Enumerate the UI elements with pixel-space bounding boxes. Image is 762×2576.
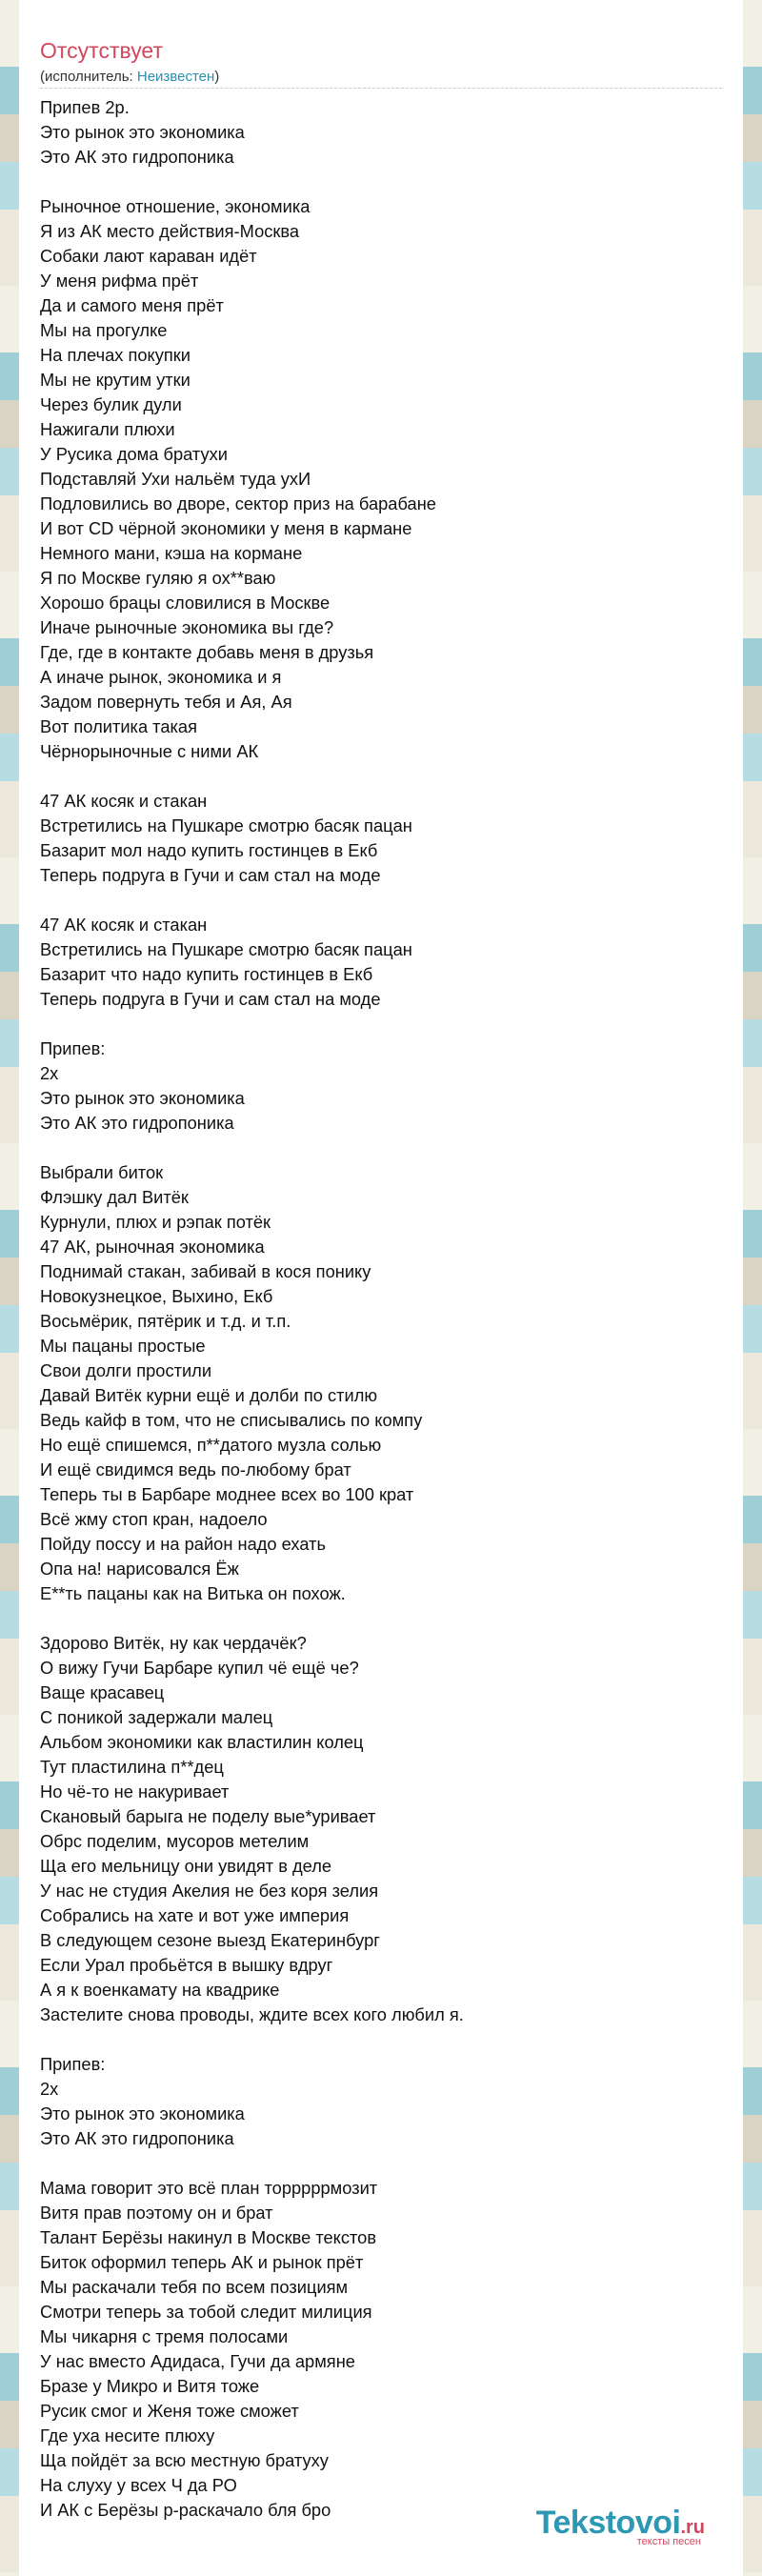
- lyrics-line: Нажигали плюхи: [40, 419, 175, 439]
- lyrics-line: Пойду поссу и на район надо ехать: [40, 1534, 327, 1554]
- logo-name: Tekstovoi: [535, 2505, 681, 2541]
- lyrics-line: 2х: [40, 1063, 59, 1083]
- lyrics-line: С поникой задержали малец: [40, 1707, 273, 1727]
- lyrics-line: Ща пойдёт за всю местную братуху: [40, 2450, 329, 2470]
- lyrics-line: Всё жму стоп кран, надоело: [40, 1509, 268, 1529]
- lyrics-line: Подставляй Ухи нальём туда ухИ: [40, 469, 311, 489]
- lyrics-line: Припев:: [40, 2054, 106, 2074]
- lyrics-line: Это рынок это экономика: [40, 122, 245, 142]
- right-decorative-border: [743, 0, 762, 2576]
- performer-prefix: (исполнитель:: [40, 69, 137, 85]
- lyrics-line: Но ещё спишемся, п**датого музла солью: [40, 1435, 382, 1455]
- lyrics-line: Припев:: [40, 1038, 106, 1058]
- lyrics-line: Е**ть пацаны как на Витька он похож.: [40, 1583, 346, 1603]
- lyrics-line: Через булик дули: [40, 394, 182, 414]
- performer-suffix: ): [214, 69, 220, 85]
- lyrics-line: Задом повернуть тебя и Ая, Ая: [40, 692, 292, 712]
- lyrics-line: Рыночное отношение, экономика: [40, 196, 311, 216]
- lyrics-line: Чёрнорыночные с ними АК: [40, 741, 259, 761]
- lyrics-line: И ещё свидимся ведь по-любому брат: [40, 1459, 351, 1479]
- lyrics-line: Талант Берёзы накинул в Москве текстов: [40, 2227, 377, 2247]
- lyrics-line: О вижу Гучи Барбаре купил чё ещё че?: [40, 1658, 359, 1678]
- lyrics-line: Ведь кайф в том, что не списывались по компу: [40, 1410, 423, 1430]
- lyrics-line: Теперь ты в Барбаре моднее всех во 100 крат: [40, 1484, 414, 1504]
- lyrics-line: И вот CD чёрной экономики у меня в кармане: [40, 518, 412, 538]
- lyrics-line: Смотри теперь за тобой следит милиция: [40, 2302, 372, 2322]
- lyrics-blank-line: [40, 2151, 722, 2176]
- lyrics-line: Флэшку дал Витёк: [40, 1187, 189, 1207]
- site-logo[interactable]: [536, 2505, 705, 2547]
- lyrics-line: Это АК это гидропоника: [40, 147, 234, 167]
- lyrics-line: Теперь подруга в Гучи и сам стал на моде: [40, 989, 381, 1009]
- lyrics-line: На слуху у всех Ч да РО: [40, 2475, 237, 2495]
- lyrics-blank-line: [40, 764, 722, 789]
- lyrics-line: А я к военкамату на квадрике: [40, 1980, 280, 2000]
- lyrics-line: Это АК это гидропоника: [40, 2128, 234, 2148]
- lyrics-line: Скановый барыга не поделу вые*уривает: [40, 1806, 376, 1826]
- lyrics-line: 47 АК, рыночная экономика: [40, 1237, 265, 1257]
- lyrics-line: Давай Витёк курни ещё и долби по стилю: [40, 1385, 378, 1405]
- lyrics-line: Это АК это гидропоника: [40, 1113, 234, 1133]
- lyrics-line: Припев 2р.: [40, 97, 130, 117]
- lyrics-line: Вот политика такая: [40, 716, 197, 736]
- lyrics-line: Витя прав поэтому он и брат: [40, 2203, 273, 2223]
- lyrics-line: Мама говорит это всё план торррррмозит: [40, 2178, 378, 2198]
- lyrics-line: Курнули, плюх и рэпак потёк: [40, 1212, 271, 1232]
- lyrics-line: В следующем сезоне выезд Екатеринбург: [40, 1930, 380, 1950]
- performer-line: [40, 69, 219, 85]
- lyrics-line: Обрс поделим, мусоров метелим: [40, 1831, 310, 1851]
- lyrics-line: Немного мани, кэша на кормане: [40, 543, 303, 563]
- lyrics-line: Хорошо брацы словилися в Москве: [40, 593, 331, 613]
- lyrics-line: Я из АК место действия-Москва: [40, 221, 300, 241]
- lyrics-line: Новокузнецкое, Выхино, Екб: [40, 1286, 273, 1306]
- lyrics-line: У меня рифма прёт: [40, 271, 199, 291]
- lyrics-line: Ваще красавец: [40, 1682, 165, 1702]
- lyrics-line: Где уха несите плюху: [40, 2425, 215, 2445]
- lyrics-line: У Русика дома братухи: [40, 444, 228, 464]
- lyrics-line: И АК с Берёзы р-раскачало бля бро: [40, 2500, 331, 2520]
- lyrics-line: Свои долги простили: [40, 1360, 212, 1380]
- lyrics-line: 47 АК косяк и стакан: [40, 791, 208, 811]
- logo-tld: .ru: [680, 2517, 705, 2538]
- lyrics-line: Здорово Витёк, ну как чердачёк?: [40, 1633, 307, 1653]
- lyrics-line: 2х: [40, 2079, 59, 2099]
- lyrics-line: Базарит мол надо купить гостинцев в Екб: [40, 840, 378, 860]
- lyrics-blank-line: [40, 2027, 722, 2052]
- lyrics-line: Тут пластилина п**дец: [40, 1757, 224, 1777]
- lyrics-line: Если Урал пробьётся в вышку вдруг: [40, 1955, 333, 1975]
- lyrics-line: Застелите снова проводы, ждите всех кого любил я.: [40, 2004, 464, 2024]
- lyrics-line: Собаки лают караван идёт: [40, 246, 257, 266]
- lyrics-line: Где, где в контакте добавь меня в друзья: [40, 642, 374, 662]
- lyrics-line: У нас не студия Акелия не без коря зелия: [40, 1881, 379, 1901]
- lyrics-line: Поднимай стакан, забивай в кося понику: [40, 1261, 371, 1281]
- lyrics-blank-line: [40, 1136, 722, 1160]
- lyrics-line: Биток оформил теперь АК и рынок прёт: [40, 2252, 364, 2272]
- lyrics-blank-line: [40, 170, 722, 194]
- lyrics-page: [19, 0, 743, 2576]
- lyrics-line: Русик смог и Женя тоже сможет: [40, 2401, 299, 2421]
- lyrics-line: Да и самого меня прёт: [40, 295, 224, 315]
- lyrics-line: Альбом экономики как властилин колец: [40, 1732, 364, 1752]
- lyrics-line: Мы чикарня с тремя полосами: [40, 2326, 289, 2346]
- lyrics-line: Встретились на Пушкаре смотрю басяк пацан: [40, 815, 412, 835]
- lyrics-line: Выбрали биток: [40, 1162, 164, 1182]
- lyrics-line: Я по Москве гуляю я ох**ваю: [40, 568, 276, 588]
- lyrics-line: А иначе рынок, экономика и я: [40, 667, 282, 687]
- logo-tagline: тексты песен: [636, 2536, 701, 2547]
- lyrics-line: Но чё-то не накуривает: [40, 1781, 230, 1801]
- lyrics-line: Мы на прогулке: [40, 320, 168, 340]
- song-title: Отсутствует: [40, 38, 163, 63]
- lyrics-blank-line: [40, 1012, 722, 1036]
- lyrics-blank-line: [40, 1606, 722, 1631]
- lyrics-line: Базарит что надо купить гостинцев в Екб: [40, 964, 373, 984]
- lyrics-line: Мы не крутим утки: [40, 370, 190, 390]
- lyrics-line: Бразе у Микро и Витя тоже: [40, 2376, 260, 2396]
- lyrics-line: Собрались на хате и вот уже империя: [40, 1905, 350, 1925]
- lyrics-line: Ща его мельницу они увидят в деле: [40, 1856, 332, 1876]
- lyrics-line: Восьмёрик, пятёрик и т.д. и т.п.: [40, 1311, 291, 1331]
- lyrics-line: Теперь подруга в Гучи и сам стал на моде: [40, 865, 381, 885]
- lyrics-line: Мы раскачали тебя по всем позициям: [40, 2277, 349, 2297]
- lyrics-line: Подловились во дворе, сектор приз на барабане: [40, 493, 436, 513]
- lyrics-line: У нас вместо Адидаса, Гучи да армяне: [40, 2351, 355, 2371]
- header-divider: [40, 88, 722, 89]
- performer-link[interactable]: Неизвестен: [136, 69, 215, 85]
- lyrics-line: Мы пацаны простые: [40, 1336, 206, 1356]
- left-decorative-border: [0, 0, 19, 2576]
- lyrics-line: Это рынок это экономика: [40, 2103, 245, 2123]
- lyrics-line: Это рынок это экономика: [40, 1088, 245, 1108]
- lyrics-line: На плечах покупки: [40, 345, 191, 365]
- lyrics-blank-line: [40, 888, 722, 913]
- lyrics-line: Иначе рыночные экономика вы где?: [40, 617, 334, 637]
- lyrics-line: Встретились на Пушкаре смотрю басяк пацан: [40, 939, 412, 959]
- lyrics-text: [40, 95, 722, 2523]
- lyrics-line: Опа на! нарисовался Ёж: [40, 1559, 239, 1579]
- lyrics-line: 47 АК косяк и стакан: [40, 915, 208, 935]
